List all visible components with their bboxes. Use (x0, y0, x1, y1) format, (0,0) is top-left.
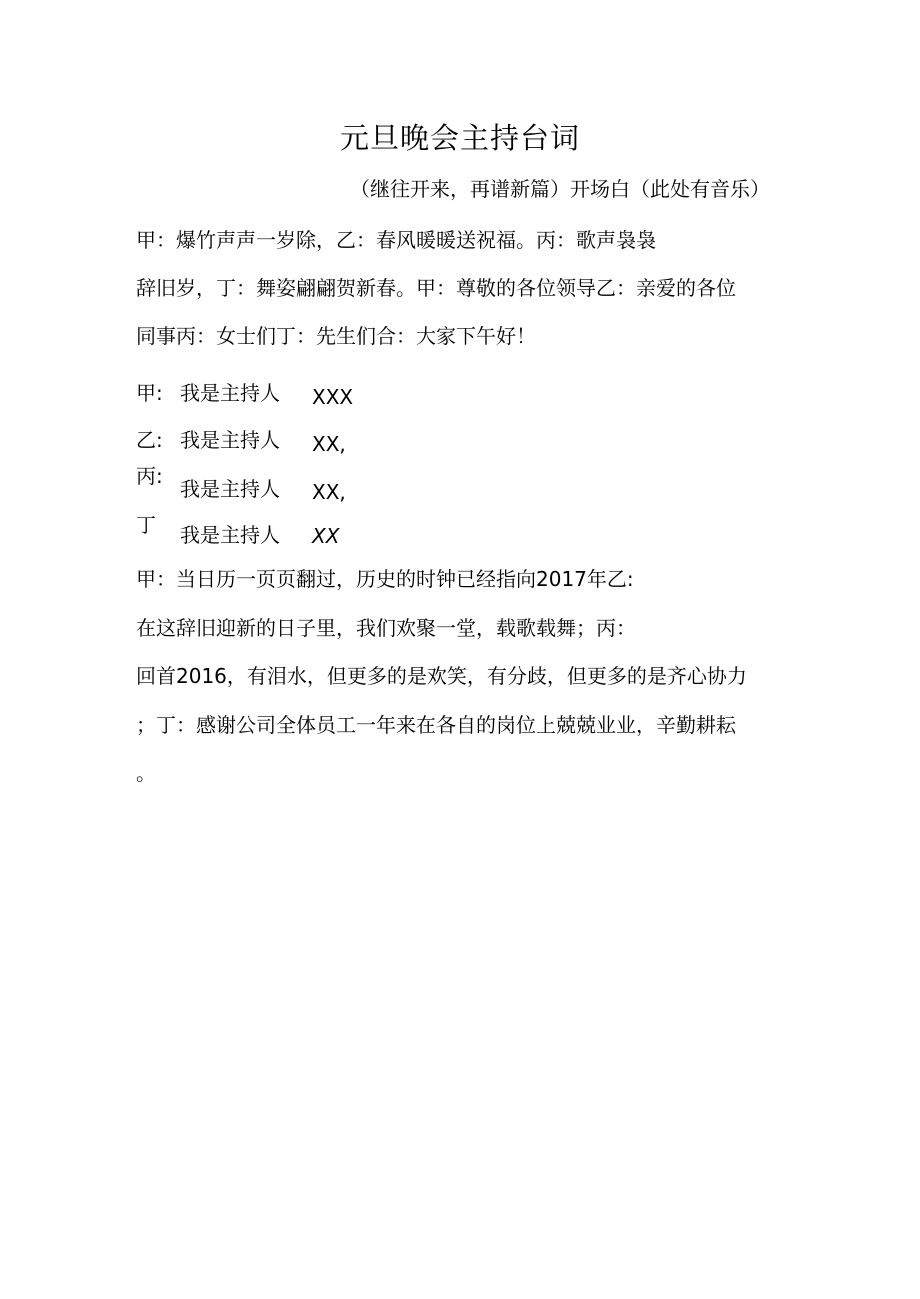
host-speaker: 丙: (136, 464, 163, 488)
host-speaker: 甲: (136, 381, 163, 405)
host-intro: 我是主持人 (180, 523, 280, 547)
body-line: 。 (136, 761, 156, 785)
opening-line: 辞旧岁，丁：舞姿翩翩贺新春。甲：尊敬的各位领导乙：亲爱的各位 (136, 276, 736, 300)
host-name: XX, (312, 480, 346, 504)
host-intro: 我是主持人 (180, 428, 280, 452)
host-speaker: 丁 (136, 513, 156, 537)
host-name: XX, (312, 432, 346, 456)
body-line: ；丁：感谢公司全体员工一年来在各自的岗位上兢兢业业，辛勤耕耘 (136, 713, 736, 737)
host-name: XXX (312, 385, 354, 409)
host-intro: 我是主持人 (180, 477, 280, 501)
opening-line: 甲：爆竹声声一岁除，乙：春风暖暖送祝福。丙：歌声袅袅 (136, 228, 656, 252)
host-speaker: 乙: (136, 428, 163, 452)
body-line: 回首2016，有泪水，但更多的是欢笑，有分歧，但更多的是齐心协力 (136, 664, 747, 688)
host-name: XX (312, 524, 340, 548)
page-title: 元旦晚会主持台词 (339, 121, 580, 155)
body-line: 在这辞旧迎新的日子里，我们欢聚一堂，载歌载舞；丙： (136, 616, 636, 640)
page-subtitle: （继往开来，再谱新篇）开场白（此处有音乐） (350, 177, 770, 201)
opening-line: 同事丙：女士们丁：先生们合：大家下午好！ (136, 324, 536, 348)
body-line: 甲：当日历一页页翻过，历史的时钟已经指向2017年乙: (136, 567, 634, 591)
host-intro: 我是主持人 (180, 381, 280, 405)
